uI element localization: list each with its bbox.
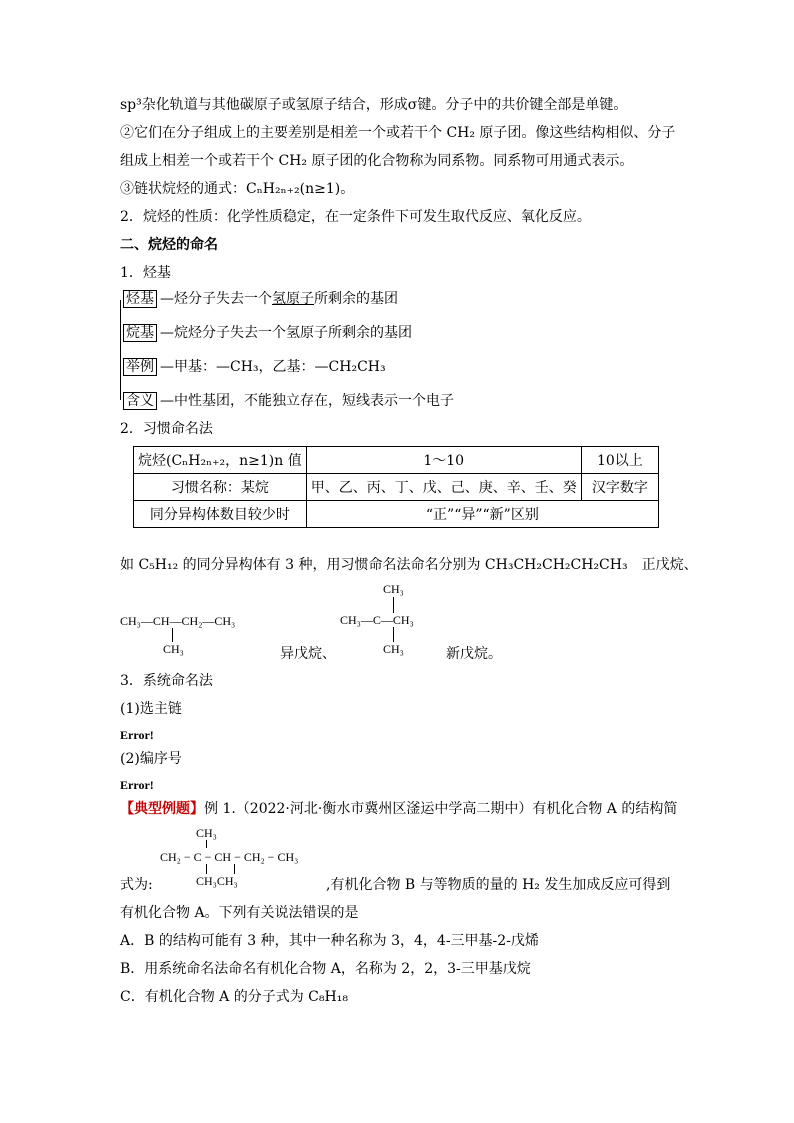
table-cell: 同分异构体数目较少时: [134, 501, 307, 528]
text-line-1: sp³杂化轨道与其他碳原子或氢原子结合，形成σ键。分子中的共价键全部是单键。: [120, 97, 628, 113]
example-heading: [120, 800, 677, 818]
step-select-chain: (1)选主链: [120, 701, 182, 717]
concept-text: —甲基：—CH₃，乙基：—CH₂CH₃: [160, 359, 386, 375]
concept-text: —烃分子失去一个氢原子所剩余的基团: [160, 291, 398, 307]
bond-line: [393, 597, 394, 613]
table-cell: 习惯名称：某烷: [134, 474, 307, 501]
concept-tag: 含义: [123, 392, 157, 410]
formula-prefix: 式为:: [120, 877, 153, 893]
option-b: B．用系统命名法命名有机化合物 A，名称为 2，2，3-三甲基戊烷: [120, 961, 531, 977]
text-line-2: ②它们在分子组成上的主要差别是相差一个或若干个 CH₂ 原子团。像这些结构相似、分子: [120, 125, 676, 141]
subheading-systematic-naming: 3．系统命名法: [120, 673, 213, 689]
formula-main: CH₂ − C − CH − CH₂ − CH₃: [160, 850, 299, 864]
concept-text: —中性基团，不能独立存在，短线表示一个电子: [160, 393, 454, 409]
concept-text: —烷烃分子失去一个氢原子所剩余的基团: [160, 325, 412, 341]
bond-line: [206, 840, 207, 848]
table-cell: “正”“异”“新”区别: [306, 501, 658, 528]
text-line-3: 组成上相差一个或若干个 CH₂ 原子团的化合物称为同系物。同系物可用通式表示。: [120, 153, 634, 169]
table-row: [134, 447, 659, 474]
table-cell: 汉字数字: [581, 474, 658, 501]
neopentane-name: 新戊烷。: [446, 646, 502, 662]
neopentane-top: CH₃: [383, 582, 404, 596]
table-cell: 1～10: [306, 447, 581, 474]
table-cell: 烷烃(CₙH₂ₙ₊₂，n≥1)n 值: [134, 447, 307, 474]
option-a: A．B 的结构可能有 3 种，其中一种名称为 3，4，4-三甲基-2-戊烯: [120, 933, 539, 949]
naming-table: [133, 446, 659, 528]
bond-line: [234, 864, 235, 874]
subheading-hydrocarbon-group: 1．烃基: [120, 265, 171, 281]
formula-bottom: CH₃CH₃: [196, 874, 238, 888]
example-tag: 【典型例题】: [120, 801, 204, 817]
option-c: C．有机化合物 A 的分子式为 C₈H₁₈: [120, 989, 348, 1005]
concept-tag: 烷基: [123, 324, 157, 342]
concept-bracket: [120, 300, 121, 400]
formula-top: CH₃: [196, 826, 217, 840]
error-text: Error!: [120, 728, 154, 742]
neopentane-middle: CH₃—C—CH₃: [340, 613, 414, 627]
isomer-text: 如 C₅H₁₂ 的同分异构体有 3 种，用习惯命名法命名分别为 CH₃CH₂CH₂CH₂CH₃ 正戊烷、: [120, 557, 698, 573]
example-line: 有机化合物 A。下列有关说法错误的是: [120, 905, 359, 921]
isopentane-name: 异戊烷、: [280, 646, 336, 662]
section-heading: 二、烷烃的命名: [120, 237, 218, 253]
isopentane-branch: CH₃: [163, 642, 184, 656]
text-line-5: 2．烷烃的性质：化学性质稳定，在一定条件下可发生取代反应、氧化反应。: [120, 209, 591, 225]
isopentane-main-chain: CH₃—CH—CH₂—CH₃: [120, 614, 236, 628]
bond-line: [172, 628, 173, 642]
concept-tag: 举例: [123, 358, 157, 376]
table-cell: 10以上: [581, 447, 658, 474]
table-row: [134, 501, 659, 528]
text-line-4: ③链状烷烃的通式：CₙH₂ₙ₊₂(n≥1)。: [120, 181, 355, 197]
step-numbering: (2)编序号: [120, 751, 182, 767]
concept-tag: 烃基: [123, 290, 157, 308]
subheading-common-naming: 2．习惯命名法: [120, 421, 213, 437]
example-head: 例 1.（2022·河北·衡水市冀州区滏运中学高二期中）有机化合物 A 的结构简: [204, 801, 678, 817]
neopentane-bottom: CH₃: [383, 642, 404, 656]
bond-line: [393, 627, 394, 642]
formula-suffix: ,有机化合物 B 与等物质的量的 H₂ 发生加成反应可得到: [326, 877, 671, 893]
table-row: [134, 474, 659, 501]
table-cell: 甲、乙、丙、丁、戊、己、庚、辛、壬、癸: [306, 474, 581, 501]
error-text: Error!: [120, 778, 154, 792]
bond-line: [206, 864, 207, 874]
